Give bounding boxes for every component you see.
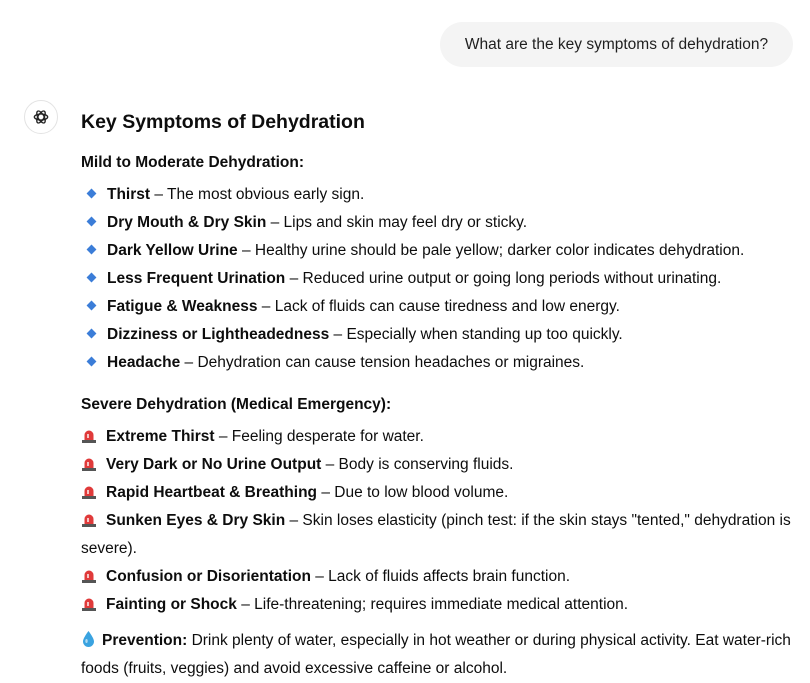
prevention-label: Prevention: [102, 632, 188, 649]
list-item: Thirst – The most obvious early sign. [82, 181, 797, 209]
list-item: Less Frequent Urination – Reduced urine output or going long periods without urinating. [82, 265, 797, 293]
blue-diamond-icon [87, 273, 97, 283]
list-item: Dizziness or Lightheadedness – Especially when standing up too quickly. [82, 321, 797, 349]
prevention-paragraph [81, 627, 797, 683]
openai-logo-icon [31, 107, 51, 127]
siren-icon [81, 595, 97, 611]
blue-diamond-icon [87, 245, 97, 255]
list-item: Dark Yellow Urine – Healthy urine should be pale yellow; darker color indicates dehydration. [82, 237, 797, 265]
list-item: Very Dark or No Urine Output – Body is conserving fluids. [81, 451, 797, 479]
water-droplet-icon [81, 630, 96, 648]
list-item: Headache – Dehydration can cause tension headaches or migraines. [82, 349, 797, 377]
siren-icon [81, 567, 97, 583]
blue-diamond-icon [87, 217, 97, 227]
siren-icon [81, 455, 97, 471]
list-item: Rapid Heartbeat & Breathing – Due to low blood volume. [81, 479, 797, 507]
siren-icon [81, 511, 97, 527]
severe-list [81, 423, 797, 619]
blue-diamond-icon [87, 301, 97, 311]
user-message-text: What are the key symptoms of dehydration? [464, 35, 769, 53]
blue-diamond-icon [87, 357, 97, 367]
user-message-bubble [440, 22, 793, 67]
severe-heading: Severe Dehydration (Medical Emergency): [81, 396, 392, 413]
response-title: Key Symptoms of Dehydration [81, 111, 365, 133]
assistant-avatar [24, 100, 58, 134]
mild-list [82, 181, 797, 377]
list-item: Sunken Eyes & Dry Skin – Skin loses elasticity (pinch test: if the skin stays "tented," dehydration is severe). [81, 512, 791, 557]
list-item: Confusion or Disorientation – Lack of fluids affects brain function. [81, 563, 797, 591]
prevention-text: Drink plenty of water, especially in hot weather or during physical activity. Eat water-rich foods (fruits, veggies) and avoid excessive caffeine or alcohol. [81, 632, 791, 677]
list-item: Fatigue & Weakness – Lack of fluids can cause tiredness and low energy. [82, 293, 797, 321]
list-item: Fainting or Shock – Life-threatening; requires immediate medical attention. [81, 591, 797, 619]
list-item: Extreme Thirst – Feeling desperate for water. [81, 423, 797, 451]
siren-icon [81, 427, 97, 443]
list-item: Dry Mouth & Dry Skin – Lips and skin may feel dry or sticky. [82, 209, 797, 237]
blue-diamond-icon [87, 329, 97, 339]
mild-heading: Mild to Moderate Dehydration: [81, 154, 305, 171]
siren-icon [81, 483, 97, 499]
assistant-message [81, 107, 797, 683]
blue-diamond-icon [87, 189, 97, 199]
